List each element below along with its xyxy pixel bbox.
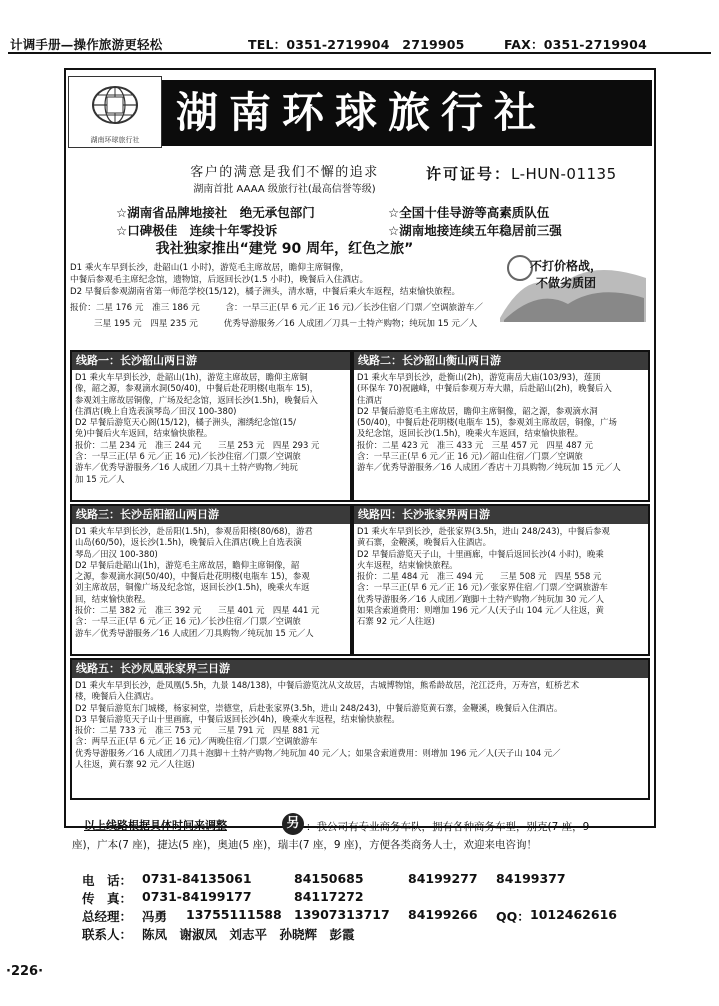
route-line: D1 乘火车早到长沙，赴凤凰(5.5h，九景 148/138)，中餐后游览沈从文故居，古城博物馆，熊希龄故居，沱江泛舟，万寿宫，虹桥艺术 bbox=[75, 680, 580, 690]
route-body bbox=[72, 678, 648, 772]
route-line: 含：一早三正(早 6 元／正 16 元)／长沙住宿／门票／空调旅 bbox=[75, 451, 301, 462]
page-number: ·226· bbox=[6, 964, 44, 979]
route-line: 火车返程，结束愉快旅程。 bbox=[357, 559, 458, 570]
route-3 bbox=[70, 504, 352, 656]
route-title: 线路一：长沙韶山两日游 bbox=[72, 352, 350, 370]
phone-value: 84199277 bbox=[408, 871, 478, 886]
top-header bbox=[8, 34, 711, 54]
intro-line: D1 乘火车早到长沙，赴韶山(1 小时)，游览毛主席故居，瞻仰主席铜像， bbox=[70, 263, 349, 273]
license-number bbox=[426, 163, 617, 184]
route-line: 之源，参观滴水洞(50/40)，中餐后赴花明楼(电瓶车 15)，参观 bbox=[75, 571, 310, 582]
intro-line: 中餐后参观毛主席纪念馆，遗物馆，后返回长沙(1.5 小时)，晚餐后入住酒店。 bbox=[70, 275, 369, 285]
route-4 bbox=[352, 504, 650, 656]
route-line: D2 早餐后游览毛主席故居，瞻仰主席铜像，韶之源，参观滴水洞 bbox=[357, 405, 598, 416]
motif-line-2: 不做劣质团 bbox=[536, 276, 597, 290]
subslogan: 湖南首批 AAAA 级旅行社(最高信誉等级) bbox=[193, 184, 376, 195]
route-line: 加 15 元／人 bbox=[75, 473, 125, 484]
route-body bbox=[354, 370, 648, 476]
company-banner: 湖南环球旅行社 bbox=[162, 80, 652, 146]
globe-icon bbox=[89, 83, 141, 127]
fax-value: 0731-84199177 bbox=[142, 889, 252, 904]
phone-value: 84199377 bbox=[496, 871, 566, 886]
route-line: D2 早餐后游览天心阁(15/12)，橘子洲头，湘绣纪念馆(15/ bbox=[75, 417, 296, 428]
route-line: D2 早餐后游览东门城楼，杨家祠堂，崇德堂，后赴张家界(3.5h，进山 248/243)，中餐后游览黄石寨，金鞭溪，晚餐后入住酒店。 bbox=[75, 702, 563, 713]
motif-line-1: 不打价格战， bbox=[530, 259, 603, 273]
route-line: D3 早餐后游览天子山十里画廊，中餐后返回长沙(4h)，晚乘火车返程，结束愉快旅程。 bbox=[75, 713, 400, 724]
route-line: 回，结束愉快旅程。 bbox=[75, 593, 151, 604]
manager-phone: 13907313717 bbox=[294, 907, 390, 922]
intro-line: 三星 195 元 四星 235 元 优秀导游服务／16 人成团／刀具－土特产购物；纯玩加 15 元／人 bbox=[94, 319, 478, 329]
fax-value: 84117272 bbox=[294, 889, 364, 904]
route-line: 像，韶之源，参观滴水洞(50/40)，中餐后赴花明楼(电瓶车 15)， bbox=[75, 383, 319, 394]
route-line: 石寨 92 元／人往返) bbox=[357, 616, 435, 627]
intro-paragraph bbox=[70, 262, 540, 330]
route-line: 含：一早三正(早 6 元／正 16 元)／张家界住宿／门票／空调旅游车 bbox=[357, 582, 608, 593]
route-line: 报价：二星 382 元 准三 392 元 三星 401 元 四星 441 元 bbox=[75, 605, 320, 616]
route-line: D2 早餐后游览天子山，十里画廊，中餐后返回长沙(4 小时)，晚乘 bbox=[357, 548, 604, 559]
people-label: 联系人： bbox=[82, 927, 133, 942]
route-line: D2 早餐后赴韶山(1h)，游览毛主席故居，瞻仰主席铜像，韶 bbox=[75, 559, 300, 570]
adjust-note: 以上线路根据具体时间来调整 bbox=[84, 819, 227, 832]
ling-badge: 另 bbox=[282, 813, 304, 835]
route-line: D1 乘火车早到长沙，赴张家界(3.5h，进山 248/243)，中餐后参观 bbox=[357, 526, 610, 536]
route-line: 游车／优秀导游服务／16 人成团／香店＋刀具购物／纯玩加 15 元／人 bbox=[357, 462, 621, 473]
business-line-1: ：我公司有专业商务车队，拥有各种商务车型，别克(7 座，9 bbox=[306, 821, 590, 833]
logo-caption: 湖南环球旅行社 bbox=[90, 136, 140, 144]
route-line: 报价：二星 484 元 准三 494 元 三星 508 元 四星 558 元 bbox=[357, 571, 602, 582]
route-line: 山岛(60/50)，返长沙(1.5h)，晚餐后入住酒店(晚上自选表演 bbox=[75, 537, 302, 548]
route-line: 含：一早三正(早 6 元／正 16 元)／长沙住宿／门票／空调旅 bbox=[75, 616, 301, 627]
header-fax: FAX：0351-2719904 bbox=[504, 37, 647, 52]
route-line: 楼，晚餐后入住酒店。 bbox=[75, 691, 159, 702]
highlight-4: ☆湖南地接连续五年稳居前三强 bbox=[388, 223, 562, 238]
manager-label: 总经理： bbox=[82, 909, 133, 924]
route-line: 报价：二星 733 元 准三 753 元 三星 791 元 四星 881 元 bbox=[75, 725, 320, 736]
highlight-3: ☆口碑极佳 连续十年零投诉 bbox=[116, 223, 278, 238]
route-line: 住酒店(晚上自选表演琴岛／田汉 100-380) bbox=[75, 405, 237, 416]
intro-line: 报价：二星 176 元 准三 186 元 含：一早三正(早 6 元／正 16 元)／长沙住宿／门票／空调旅游车／ bbox=[70, 303, 483, 313]
route-title: 线路二：长沙韶山衡山两日游 bbox=[354, 352, 648, 370]
phone-label: 电 话： bbox=[82, 873, 133, 888]
intro-line: D2 早餐后参观湖南省第一师范学校(15/12)，橘子洲头，清水塘，中餐后乘火车返程，结束愉快旅程。 bbox=[70, 287, 461, 297]
company-logo bbox=[68, 76, 162, 148]
phone-value: 0731-84135061 bbox=[142, 871, 252, 886]
route-line: 黄石寨，金鞭溪，晚餐后入住酒店。 bbox=[357, 537, 491, 548]
license-label: 许可证号： bbox=[426, 165, 512, 183]
fax-label: 传 真： bbox=[82, 891, 133, 906]
motif-slogan bbox=[530, 258, 602, 292]
route-line: 刘主席故居，铜像广场及纪念馆，返回长沙(1.5h)，晚乘火车返 bbox=[75, 582, 310, 593]
route-line: D1 乘火车早到长沙，赴韶山(1h)，游览主席故居，瞻仰主席铜 bbox=[75, 372, 308, 382]
route-line: (50/40)，中餐后赴花明楼(电瓶车 15)，参观刘主席故居，铜像，广场 bbox=[357, 417, 617, 428]
qq-value: 1012462616 bbox=[530, 907, 617, 922]
route-body bbox=[354, 524, 648, 630]
route-line: 含：一早三正(早 6 元／正 16 元)／韶山住宿／门票／空调旅 bbox=[357, 451, 583, 462]
highlight-2: ☆全国十佳导游等高素质队伍 bbox=[388, 205, 550, 220]
header-rule bbox=[8, 52, 711, 54]
route-line: D1 乘火车早到长沙，赴岳阳(1.5h)，参观岳阳楼(80/68)，游君 bbox=[75, 526, 313, 536]
route-line: 游车／优秀导游服务／16 人成团／刀具＋土特产购物／纯玩 bbox=[75, 462, 298, 473]
header-tagline: 计调手册—操作旅游更轻松 bbox=[10, 37, 163, 52]
phone-value: 84150685 bbox=[294, 871, 364, 886]
route-body bbox=[72, 524, 350, 641]
people-names: 陈凤 谢淑凤 刘志平 孙晓辉 彭霞 bbox=[142, 927, 355, 942]
route-line: 人往返，黄石寨 92 元／人往返) bbox=[75, 759, 195, 770]
route-line: 报价：二星 234 元 准三 244 元 三星 253 元 四星 293 元 bbox=[75, 439, 320, 450]
route-line: 优秀导游服务／16 人成团／刀具＋泡脚＋土特产购物／纯玩加 40 元／人；如果含索道费用：则增加 196 元／人(天子山 104 元／ bbox=[75, 747, 561, 758]
slogan: 客户的满意是我们不懈的追求 bbox=[190, 165, 379, 180]
route-line: (环保车 70)祝融峰，中餐后参观万寿大鼎，后赴韶山(2h)，晚餐后入 bbox=[357, 383, 612, 394]
promo-headline: 我社独家推出“建党 90 周年，红色之旅” bbox=[155, 241, 414, 257]
route-line: 免)中餐后火车返回，结束愉快旅程。 bbox=[75, 428, 213, 439]
route-title: 线路三：长沙岳阳韶山两日游 bbox=[72, 506, 350, 524]
qq-label: QQ： bbox=[496, 909, 530, 924]
route-line: 琴岛／田汉 100-380) bbox=[75, 548, 158, 559]
route-1 bbox=[70, 350, 352, 502]
route-line: 含：两早五正(早 6 元／正 16 元)／两晚住宿／门票／空调旅游车 bbox=[75, 736, 318, 747]
route-2 bbox=[352, 350, 650, 502]
route-line: 参观刘主席故居铜像，广场及纪念馆，返回长沙(1.5h)，晚餐后入 bbox=[75, 394, 318, 405]
route-line: 优秀导游服务／16 人成团／跑脚＋土特产购物／纯玩加 30 元／人 bbox=[357, 593, 605, 604]
route-title: 线路四：长沙张家界两日游 bbox=[354, 506, 648, 524]
route-line: 如果含索道费用：则增加 196 元／人(天子山 104 元／人往返，黄 bbox=[357, 605, 604, 616]
route-line: D1 乘火车早到长沙，赴衡山(2h)，游览南岳大庙(103/93)，莲顶 bbox=[357, 372, 601, 382]
route-line: 游车／优秀导游服务／16 人成团／刀具购物／纯玩加 15 元／人 bbox=[75, 627, 314, 638]
manager-phone: 13755111588 bbox=[186, 907, 282, 922]
route-line: 住酒店 bbox=[357, 394, 383, 405]
route-line: 及纪念馆，返回长沙(1.5h)，晚乘火车返回，结束愉快旅程。 bbox=[357, 428, 584, 439]
route-5 bbox=[70, 658, 650, 800]
highlight-1: ☆湖南省品牌地接社 绝无承包部门 bbox=[116, 205, 315, 220]
header-tel: TEL：0351-2719904 2719905 bbox=[248, 37, 465, 52]
business-line-2: 座)，广本(7 座)，捷达(5 座)，奥迪(5 座)，瑞丰(7 座，9 座)，方便各类商务人士，欢迎来电咨询！ bbox=[72, 839, 537, 851]
manager-phone: 84199266 bbox=[408, 907, 478, 922]
route-title: 线路五：长沙凤凰张家界三日游 bbox=[72, 660, 648, 678]
route-body bbox=[72, 370, 350, 487]
license-code: L-HUN-01135 bbox=[511, 165, 617, 183]
route-line: 报价：二星 423 元 准三 433 元 三星 457 元 四星 487 元 bbox=[357, 439, 593, 450]
manager-name: 冯勇 bbox=[142, 909, 168, 924]
